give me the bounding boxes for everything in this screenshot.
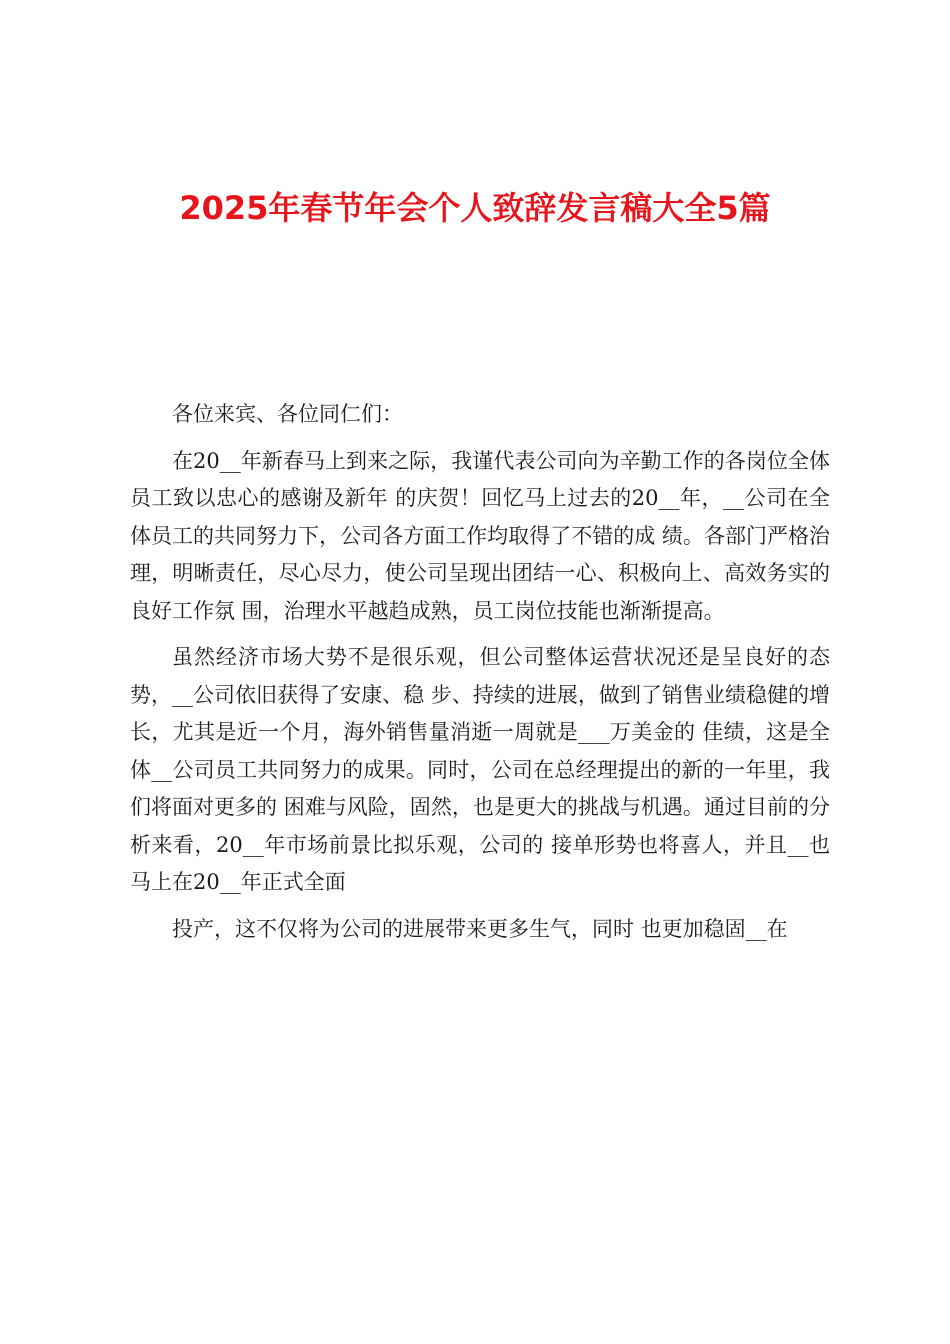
body-paragraph-1: 在20__年新春马上到来之际，我谨代表公司向为辛勤工作的各岗位全体员工致以忠心的感谢及新年 的庆贺！回忆马上过去的20__年，__公司在全体员工的共同努力下，公司各方面工作均取得了不错的成 绩。各部门严格治理，明晰责任，尽心尽力，使公司呈现出团结一心、积极向上、高效务实的良好工作氛 围，治理水平越趋成熟，员工岗位技能也渐渐提高。 xyxy=(130,448,830,623)
body-paragraph-2: 虽然经济市场大势不是很乐观，但公司整体运营状况还是呈良好的态势，__公司依旧获得了安康、稳 步、持续的进展，做到了销售业绩稳健的增长，尤其是近一个月，海外销售量消逝一周就是___万美金的 佳绩，这是全体__公司员工共同努力的成果。同时，公司在总经理提出的新的一年里，我们将面对更多的 困难与风险，固然，也是更大的挑战与机遇。通过目前的分析来看，20__年市场前景比拟乐观，公司的 接单形势也将喜人，并且__也马上在20__年正式全面 xyxy=(130,645,830,894)
body-paragraph-3: 投产，这不仅将为公司的进展带来更多生气，同时 也更加稳固__在 xyxy=(172,916,788,941)
greeting-paragraph: 各位来宾、各位同仁们： xyxy=(172,402,403,426)
document-title: 2025年春节年会个人致辞发言稿大全5篇 xyxy=(179,189,771,227)
document-body xyxy=(130,396,830,957)
